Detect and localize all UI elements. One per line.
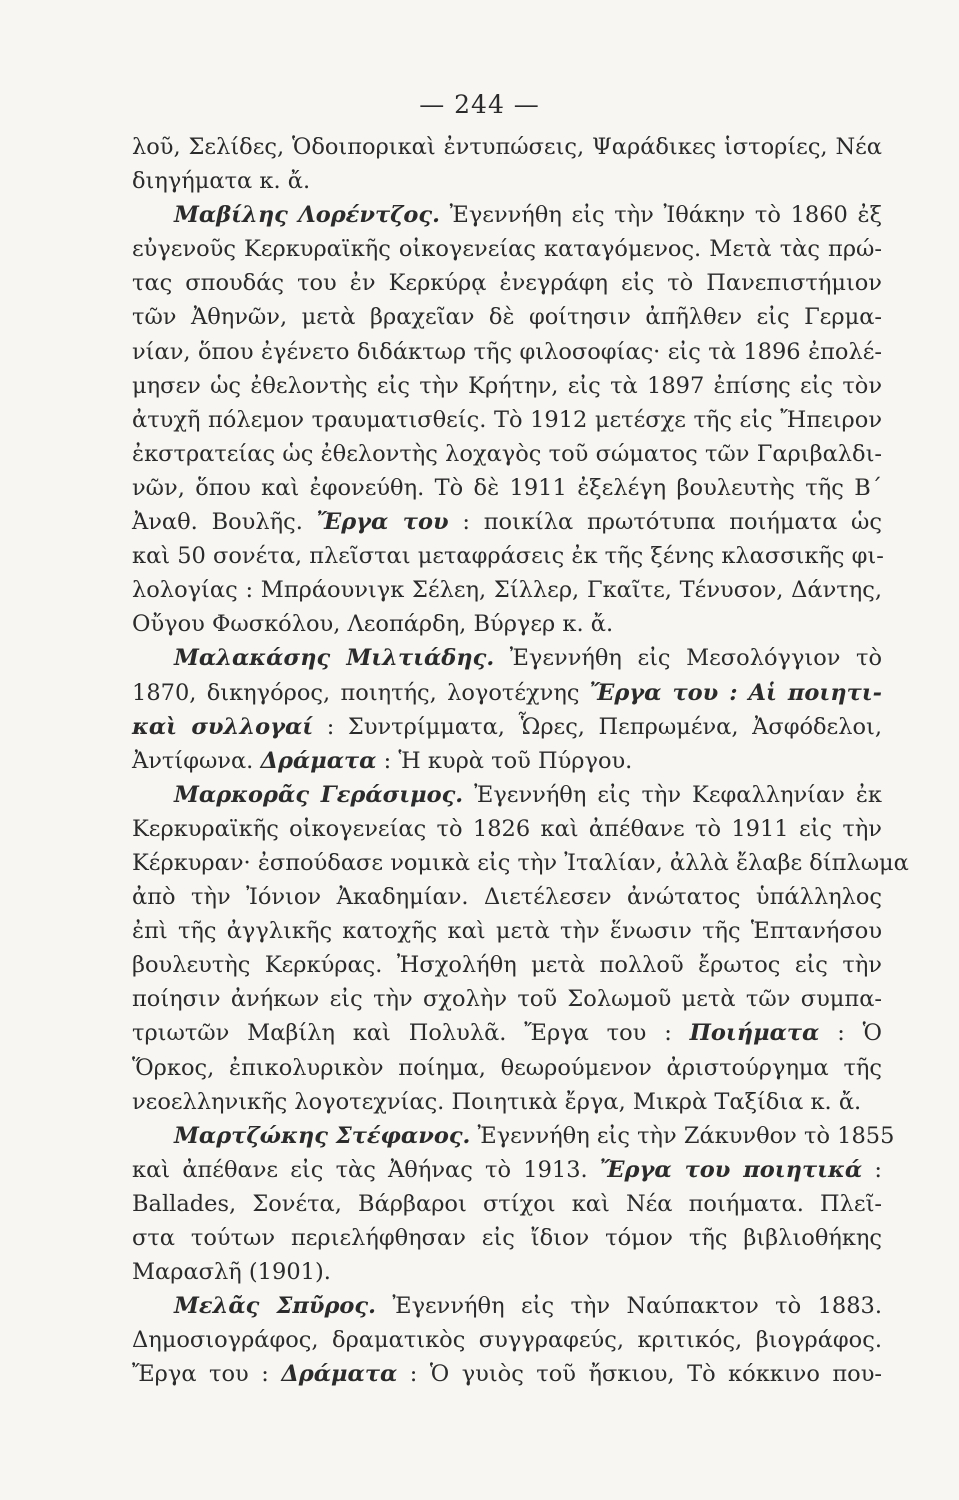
entry-heading: Ἔργα του : Αἱ ποιητι-: [589, 679, 882, 706]
text-line: [132, 573, 882, 607]
text-line: [132, 1016, 882, 1050]
text-line: [132, 198, 882, 232]
text-span: : Ὁ: [819, 1020, 882, 1047]
text-line: [132, 778, 882, 812]
text-span: μησεν ὡς ἐθελοντὴς εἰς τὴν Κρήτην, εἰς τὰ 1897 ἐπίσης εἰς τὸν: [132, 372, 882, 399]
text-span: : Συντρίμματα, Ὧρες, Πεπρωμένα, Ἀσφόδελοι,: [313, 713, 882, 740]
text-line: [132, 1255, 882, 1289]
text-span: Ὅρκος, ἐπικολυρικὸν ποίημα, θεωρούμενον ἀριστούργημα τῆς: [132, 1054, 882, 1081]
text-span: εὐγενοῦς Κερκυραϊκῆς οἰκογενείας καταγόμενος. Μετὰ τὰς πρώ-: [132, 236, 882, 263]
text-span: :: [862, 1156, 882, 1183]
entry-heading: Ποιήματα: [689, 1020, 820, 1047]
text-line: [132, 130, 882, 164]
text-span: Ἐγεννήθη εἰς τὴν Ἰθάκην τὸ 1860 ἐξ: [439, 202, 882, 229]
text-span: Ἐγεννήθη εἰς τὴν Ζάκυνθον τὸ 1855: [470, 1122, 895, 1149]
text-line: [132, 641, 882, 675]
text-span: Ballades, Σονέτα, Βάρβαροι στίχοι καὶ Νέα ποιήματα. Πλεῖ-: [132, 1190, 882, 1217]
entry-heading: Μαλακάσης Μιλτιάδης.: [174, 645, 495, 672]
entry-heading: Δράματα: [281, 1361, 398, 1388]
text-span: Δημοσιογράφος, δραματικὸς συγγραφεύς, κριτικός, βιογράφος.: [132, 1327, 882, 1354]
text-line: [132, 982, 882, 1016]
text-span: διηγήματα κ. ἄ.: [132, 168, 311, 195]
body-text: [132, 130, 909, 1391]
text-line: [132, 1221, 882, 1255]
text-span: Οὔγου Φωσκόλου, Λεοπάρδη, Βύργερ κ. ἄ.: [132, 611, 614, 638]
text-span: ἐκστρατείας ὡς ἐθελοντὴς λοχαγὸς τοῦ σώματος τῶν Γαριβαλδι-: [132, 440, 882, 467]
entry-heading: Ἔργα του ποιητικά: [599, 1156, 863, 1183]
text-span: ποίησιν ἀνήκων εἰς τὴν σχολὴν τοῦ Σολωμοῦ μετὰ τῶν συμπα-: [132, 986, 882, 1013]
text-line: [132, 1187, 882, 1221]
text-line: [132, 232, 882, 266]
text-line: [132, 744, 882, 778]
text-span: Κέρκυραν· ἐσπούδασε νομικὰ εἰς τὴν Ἰταλίαν, ἀλλὰ ἔλαβε δίπλωμα: [132, 849, 909, 876]
text-line: [132, 710, 882, 744]
text-line: [132, 437, 882, 471]
entry-heading: καὶ συλλογαί: [132, 713, 314, 740]
text-line: [132, 914, 882, 948]
text-line: [132, 471, 882, 505]
text-line: [132, 812, 882, 846]
entry-heading: Μελᾶς Σπῦρος.: [174, 1293, 376, 1320]
text-line: [132, 1051, 882, 1085]
text-line: [132, 300, 882, 334]
text-span: Ἐγεννήθη εἰς τὴν Κεφαλληνίαν ἐκ: [463, 781, 882, 808]
text-span: καὶ ἀπέθανε εἰς τὰς Ἀθήνας τὸ 1913.: [132, 1156, 600, 1183]
text-line: [132, 1119, 895, 1153]
text-span: Ἀναθ. Βουλῆς.: [132, 509, 317, 536]
text-span: νῶν, ὅπου καὶ ἐφονεύθη. Τὸ δὲ 1911 ἐξελέγη βουλευτὴς τῆς Β΄: [132, 474, 882, 501]
text-line: [132, 539, 882, 573]
text-line: [132, 335, 882, 369]
text-line: [132, 607, 882, 641]
text-span: Μαρασλῆ (1901).: [132, 1259, 331, 1286]
text-span: : Ὁ γυιὸς τοῦ ἤσκιου, Τὸ κόκκινο που-: [397, 1361, 883, 1388]
text-span: ἀτυχῆ πόλεμον τραυματισθείς. Τὸ 1912 μετέσχε τῆς εἰς Ἤπειρον: [132, 406, 882, 433]
text-span: λολογίας : Μπράουνιγκ Σέλεη, Σίλλερ, Γκαῖτε, Τένυσον, Δάντης,: [132, 577, 882, 604]
text-span: νεοελληνικῆς λογοτεχνίας. Ποιητικὰ ἔργα, Μικρὰ Ταξίδια κ. ἄ.: [132, 1088, 862, 1115]
text-span: : ποικίλα πρωτότυπα ποιήματα ὡς: [448, 509, 883, 536]
page-number: — 244 —: [419, 90, 540, 119]
text-line: [132, 164, 882, 198]
entry-heading: Μαρκορᾶς Γεράσιμος.: [174, 781, 464, 808]
text-span: τριωτῶν Μαβίλη καὶ Πολυλᾶ. Ἔργα του :: [132, 1020, 690, 1047]
text-span: καὶ 50 σονέτα, πλεῖσται μεταφράσεις ἐκ τῆς ξένης κλασσικῆς φι-: [132, 543, 884, 570]
text-line: [132, 403, 882, 437]
text-line: [132, 948, 882, 982]
text-line: [132, 1357, 882, 1391]
entry-heading: Μαβίλης Λορέντζος.: [174, 202, 440, 229]
text-span: στα τούτων περιελήφθησαν εἰς ἴδιον τόμον τῆς βιβλιοθήκης: [132, 1225, 882, 1251]
text-line: [132, 1289, 882, 1323]
text-span: Ἐγεννήθη εἰς Μεσολόγγιον τὸ: [494, 645, 882, 672]
text-span: ἐπὶ τῆς ἀγγλικῆς κατοχῆς καὶ μετὰ τὴν ἕνωσιν τῆς Ἑπτανήσου: [132, 918, 882, 945]
text-line: [132, 1153, 882, 1187]
entry-heading: Μαρτζώκης Στέφανος.: [174, 1122, 471, 1149]
text-span: Ἀντίφωνα.: [132, 747, 261, 774]
text-span: βουλευτὴς Κερκύρας. Ἠσχολήθη μετὰ πολλοῦ ἔρωτος εἰς τὴν: [132, 952, 882, 979]
entry-heading: Δράματα: [260, 747, 377, 774]
text-line: [132, 1323, 882, 1357]
text-span: λοῦ, Σελίδες, Ὁδοιπορικαὶ ἐντυπώσεις, Ψαράδικες ἱστορίες, Νέα: [132, 134, 882, 160]
text-span: τῶν Ἀθηνῶν, μετὰ βραχεῖαν δὲ φοίτησιν ἀπῆλθεν εἰς Γερμα-: [132, 304, 882, 331]
text-span: 1870, δικηγόρος, ποιητής, λογοτέχνης: [132, 679, 590, 706]
text-line: [132, 676, 882, 710]
text-line: [132, 880, 882, 914]
text-span: τας σπουδάς του ἐν Κερκύρᾳ ἐνεγράφη εἰς τὸ Πανεπιστήμιον: [132, 270, 882, 297]
text-line: [132, 1085, 882, 1119]
text-line: [132, 369, 882, 403]
entry-heading: Ἔργα του: [316, 509, 449, 536]
text-line: [132, 266, 882, 300]
text-span: Κερκυραϊκῆς οἰκογενείας τὸ 1826 καὶ ἀπέθανε τὸ 1911 εἰς τὴν: [132, 815, 882, 842]
text-span: ἀπὸ τὴν Ἰόνιον Ἀκαδημίαν. Διετέλεσεν ἀνώτατος ὑπάλληλος: [132, 884, 882, 911]
text-span: : Ἡ κυρὰ τοῦ Πύργου.: [376, 747, 633, 774]
text-span: Ἔργα του :: [132, 1361, 282, 1388]
text-span: Ἐγεννήθη εἰς τὴν Ναύπακτον τὸ 1883.: [375, 1293, 882, 1320]
text-span: νίαν, ὅπου ἐγένετο διδάκτωρ τῆς φιλοσοφίας· εἰς τὰ 1896 ἐπολέ-: [132, 338, 882, 365]
text-line: [132, 846, 909, 880]
text-line: [132, 505, 882, 539]
